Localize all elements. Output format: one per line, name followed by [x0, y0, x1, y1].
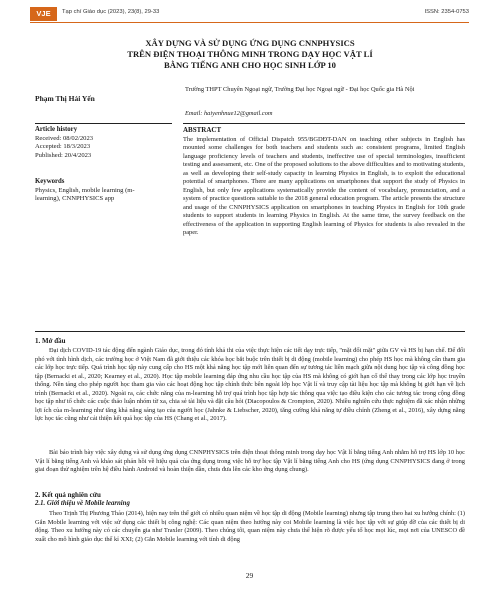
journal-citation: Tạp chí Giáo dục (2023), 23(8), 29-33: [62, 9, 160, 15]
author-name: Phạm Thị Hải Yến: [35, 94, 95, 103]
section-2-1-paragraph-1: Theo Trịnh Thị Phương Thảo (2014), hiện nay trên thế giới có nhiều quan niệm về học tập di động (Mobile learning) nhưng tập trung theo hai xu hướng chính: (1) Gắn Mobile learning với việc sử dụng các thiết bị công nghệ: Các quan niệm theo hướng này coi Mobile learning là việc học tập với sự giúp đỡ của các thiết bị di động. Theo xu hướng này có các chuyên gia như Traxler (2009). Theo chúng tôi, quan niệm này chưa thể hiện rõ được yếu tố học mọi lúc, mọi nơi của UNESCO đề xuất cho mô hình giáo dục thế kỉ XXI; (2) Gắn Mobile learning với tính di động: [35, 510, 465, 543]
abstract-rule: [183, 123, 465, 124]
keywords-heading: Keywords: [35, 178, 65, 185]
journal-header: [0, 0, 499, 26]
article-title: [40, 38, 460, 71]
section-2-heading: 2. Kết quả nghiên cứu: [35, 491, 101, 499]
section-1-paragraph-2: Bài báo trình bày việc xây dựng và sử dụng ứng dụng CNNPHYSICS trên điện thoại thông minh trong dạy học Vật lí bằng tiếng Anh nhằm hỗ trợ HS lớp 10 học Vật lí bằng tiếng Anh và khảo sát phản hồi về hiệu quả của ứng dụng trong việc hỗ trợ học tập Vật lí bằng tiếng Anh cho HS (ứng dụng CNNPHYSICS đang ở trong giai đoạn thử nghiệm trên hệ điều hành Android và hoàn thiện dần, chưa đưa lên các kho ứng dụng chung).: [35, 449, 465, 473]
section-2-1-heading: 2.1. Giới thiệu về Mobile learning: [35, 500, 130, 507]
body-divider: [35, 331, 465, 332]
section-1-heading: 1. Mở đầu: [35, 337, 66, 345]
left-column-rule: [35, 123, 172, 124]
abstract-text: The implementation of Official Dispatch 955/BGDĐT-DAN on teaching other subjects in English has mounted some challenges for both teachers and students such as: consistent programs, limited English language proficiency levels of teachers and students, ineffective use of special terminologies, insufficient testing and assessment, etc. One of the proposed solutions to the above difficulties and to motivating students, as well as developing their self-study capacity in learning Physics in English, is to exploit the educational potential of smartphones. There are many applications on smartphones that support the study of Physics in English, but only few applications systematically provide the content of vocabulary, pronunciation, and a system of practice questions suitable to the 2018 general education program. The article presents the structure and usage of the CNNPHYSICS application on smartphones in teaching Physics in English for 10th grade students to support students in learning Physics in English. At the same time, the survey feedback on the effectiveness of the application in supporting English learning of Physics for students is also revealed in the paper.: [183, 136, 465, 236]
page-number: 29: [245, 571, 254, 580]
abstract-heading: ABSTRACT: [183, 126, 222, 134]
author-affiliation: Trường THPT Chuyên Ngoại ngữ, Trường Đại học Ngoại ngữ - Đại học Quốc gia Hà Nội: [185, 86, 415, 93]
keywords-text: Physics, English, mobile learning (m-learning), CNNPHYSICS app: [35, 186, 135, 202]
published-date: Published: 20/4/2023: [35, 151, 92, 159]
accepted-date: Accepted: 18/3/2023: [35, 143, 91, 150]
article-history: [35, 126, 170, 160]
keywords-block: [35, 178, 155, 204]
section-1-paragraph-1: Đại dịch COVID-19 tác động đến ngành Giáo dục, trong đó tính khả thi của việc thực hiện các tiết dạy trực tiếp, "mặt đối mặt" giữa GV và HS bị hạn chế. Để đối phó với tình hình dịch, các trường học ở Việt Nam đã giới thiệu các khóa học bắt buộc trên thiết bị di động (mobile learning) cho phép HS học mà không cần tham gia các lớp học trực tiếp. Quá trình học tập này cung cấp cho HS một khả năng học tập mới liên quan đến sự tương tác liền mạch giữa nội dung học tập và công đồng học tập (Bernacki et al., 2020; Kearney et al., 2020). Học tập mobile learning đáp ứng nhu cầu học tập của HS mà không có giới hạn cố thể thay trong các lớp học truyền thống. Nền tảng cho phép người học tham gia vào các hoạt động học tập chính thức bên ngoài lớp học Vật lí và truy cập tài liệu học tập mà không bị giới hạn về lịch trình (Bernacki et al., 2020). Ngoài ra, các chức năng của m-learning hỗ trợ quá trình học tập hợp tác thông qua việc tạo điều kiện cho các tương tác trong cộng đồng học tập như tổ chức các cuộc thảo luận nhóm từ xa, chia sẻ tài liệu và đặt câu hỏi (Diacopoulos & Crompton, 2020). Nhiều nghiên cứu thực nghiệm đã xác nhận những lợi ích của m-learning như tăng khả năng sáng tạo của người học (Jahnke & Liebscher, 2020), tăng cường khả năng tự điều chỉnh (Zheng et al., 2016), xây dựng năng lực học tác cũng như cải thiện kết quả học tập của HS (Chang et al., 2017).: [35, 347, 465, 422]
title-line-2: TRÊN ĐIỆN THOẠI THÔNG MINH TRONG DẠY HỌC VẬT LÍ: [127, 49, 373, 59]
issn-label: ISSN: 2354-0753: [424, 9, 469, 15]
title-line-1: XÂY DỰNG VÀ SỬ DỤNG ỨNG DỤNG CNNPHYSICS: [145, 38, 355, 48]
header-divider: [30, 22, 469, 23]
journal-logo: VJE: [30, 7, 57, 21]
title-line-3: BẰNG TIẾNG ANH CHO HỌC SINH LỚP 10: [164, 60, 336, 70]
received-date: Received: 08/02/2023: [35, 134, 94, 142]
author-email: Email: haiyenhnue12@gmail.com: [185, 110, 273, 117]
article-history-heading: Article history: [35, 126, 78, 133]
